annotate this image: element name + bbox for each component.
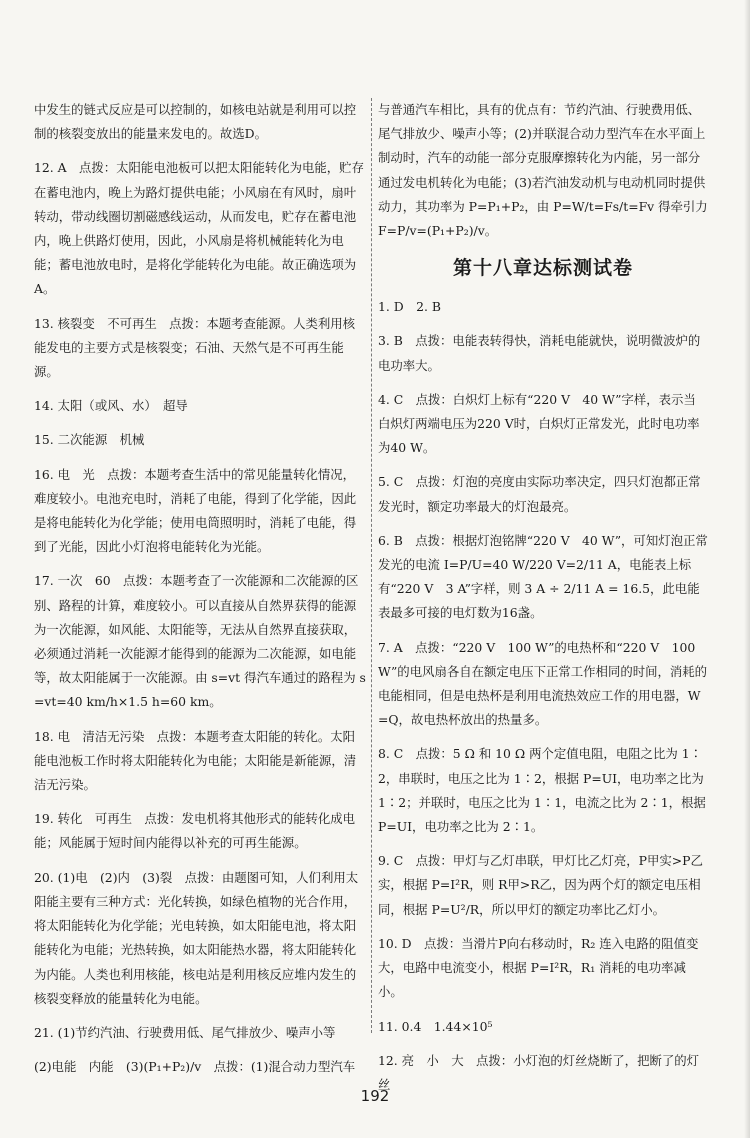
answer-entry: 与普通汽车相比，具有的优点有：节约汽油、行驶费用低、尾气排放少、噪声小等；(2)并联混合动力型汽车在水平面上制动时，汽车的动能一部分克服摩擦转化为内能，另一部分通过发电机转化为电能；(3)若汽油发动机与电动机同时提供动力，其功率为 P=P₁+P₂，由 P=W/t=Fs/t=Fv 得牵引力 F=P/v=(P₁+P₂)/v。 xyxy=(378,102,712,239)
answer-entry: 12. 亮 小 大 点拨：小灯泡的灯丝烧断了，把断了的灯丝 xyxy=(378,1052,700,1092)
page-number: 192 xyxy=(360,1087,390,1105)
answer-entry: 14. 太阳（或风、水） 超导 xyxy=(34,398,188,414)
answer-entry: 3. B 点拨：电能表转得快，消耗电能就快，说明微波炉的电功率大。 xyxy=(378,333,701,373)
answer-entry: 7. A 点拨：“220 V 100 W”的电热杯和“220 V 100 W”的电风扇各自在额定电压下正常工作相同的时间，消耗的电能相同，但是电热杯是利用电流热效应工作的用电器，W=Q，故电热杯放出的热量多。 xyxy=(378,639,708,728)
answer-entry: 12. A 点拨：太阳能电池板可以把太阳能转化为电能，贮存在蓄电池内，晚上为路灯提供电能；小风扇在有风时，扇叶转动，带动线圈切割磁感线运动，从而发电，贮存在蓄电池内，晚上供路灯使用，因此，小风扇是将机械能转化为电能；蓄电池放电时，是将化学能转化为电能。故正确选项为A。 xyxy=(34,160,364,297)
answer-entry: 6. B 点拨：根据灯泡铭牌“220 V 40 W”，可知灯泡正常发光的电流 I=P/U=40 W/220 V=2/11 A，电能表上标有“220 V 3 A”字样，则 3 A ÷ 2/11 A = 16.5，此电能表最多可接的电灯数为16盏。 xyxy=(378,532,708,621)
answer-entry: 4. C 点拨：白炽灯上标有“220 V 40 W”字样，表示当白炽灯两端电压为220 V时，白炽灯正常发光，此时电功率为40 W。 xyxy=(378,391,700,456)
answer-entry: 13. 核裂变 不可再生 点拨：本题考查能源。人类利用核能发电的主要方式是核裂变；石油、天然气是不可再生能源。 xyxy=(34,315,356,380)
answer-entry: 10. D 点拨：当滑片P向右移动时，R₂ 连入电路的阻值变大，电路中电流变小，根据 P=I²R，R₁ 消耗的电功率减小。 xyxy=(378,935,699,1000)
answer-entry: (2)电能 内能 (3)(P₁+P₂)/v 点拨：(1)混合动力型汽车 xyxy=(34,1059,356,1075)
answer-entry: 15. 二次能源 机械 xyxy=(34,432,145,448)
answer-entry: 16. 电 光 点拨：本题考查生活中的常见能量转化情况，难度较小。电池充电时，消耗了电能，得到了化学能，因此是将电能转化为化学能；使用电筒照明时，消耗了电能，得到了光能，因此小灯泡将电能转化为光能。 xyxy=(34,466,357,555)
answer-entry: 18. 电 清洁无污染 点拨：本题考查太阳能的转化。太阳能电池板工作时将太阳能转化为电能；太阳能是新能源，清洁无污染。 xyxy=(34,728,357,793)
answer-entry: 21. (1)节约汽油、行驶费用低、尾气排放少、噪声小等 xyxy=(34,1024,336,1040)
column-divider xyxy=(371,98,372,1033)
answer-entry: 中发生的链式反应是可以控制的，如核电站就是利用可以控制的核裂变放出的能量来发电的。故选D。 xyxy=(34,102,357,142)
answer-entry: 19. 转化 可再生 点拨：发电机将其他形式的能转化成电能；风能属于短时间内能得以补充的可再生能源。 xyxy=(34,811,356,851)
answer-entry: 17. 一次 60 点拨：本题考查了一次能源和二次能源的区别、路程的计算，难度较小。可以直接从自然界获得的能源为一次能源，如风能、太阳能等，无法从自然界直接获取，必须通过消耗一次能源才能得到的能源为二次能源，如电能等，故太阳能属于一次能源。由 s=vt 得汽车通过的路程为 s=vt=40 km/h×1.5 h=60 km。 xyxy=(34,573,366,710)
answer-entry: 1. D 2. B xyxy=(378,299,441,315)
answer-entry: 20. (1)电 (2)内 (3)裂 点拨：由题图可知，人们利用太阳能主要有三种方式：光化转换，如绿色植物的光合作用，将太阳能转化为化学能；光电转换，如太阳能电池，将太阳能转化为电能；光热转换，如太阳能热水器，将太阳能转化为内能。人类也利用核能，核电站是利用核反应堆内发生的核裂变释放的能量转化为电能。 xyxy=(34,869,359,1006)
left-column xyxy=(34,98,366,1089)
answer-entry: 5. C 点拨：灯泡的亮度由实际功率决定，四只灯泡都正常发光时，额定功率最大的灯泡最亮。 xyxy=(378,474,701,514)
answer-entry: 9. C 点拨：甲灯与乙灯串联，甲灯比乙灯亮，P甲实>P乙实，根据 P=I²R，则 R甲>R乙，因为两个灯的额定电压相同，根据 P=U²/R，所以甲灯的额定功率比乙灯小。 xyxy=(378,853,703,917)
scan-shadow xyxy=(744,0,750,1138)
answer-entry: 11. 0.4 1.44×10⁵ xyxy=(378,1018,493,1034)
right-column xyxy=(378,98,712,1107)
answer-entry: 8. C 点拨：5 Ω 和 10 Ω 两个定值电阻，电阻之比为 1∶2，串联时，电压之比为 1∶2，根据 P=UI，电功率之比为 1∶2；并联时，电压之比为 1∶1，电流之比为 2∶1，根据 P=UI，电功率之比为 2∶1。 xyxy=(378,746,710,835)
chapter-title: 第十八章达标测试卷 xyxy=(452,257,633,280)
